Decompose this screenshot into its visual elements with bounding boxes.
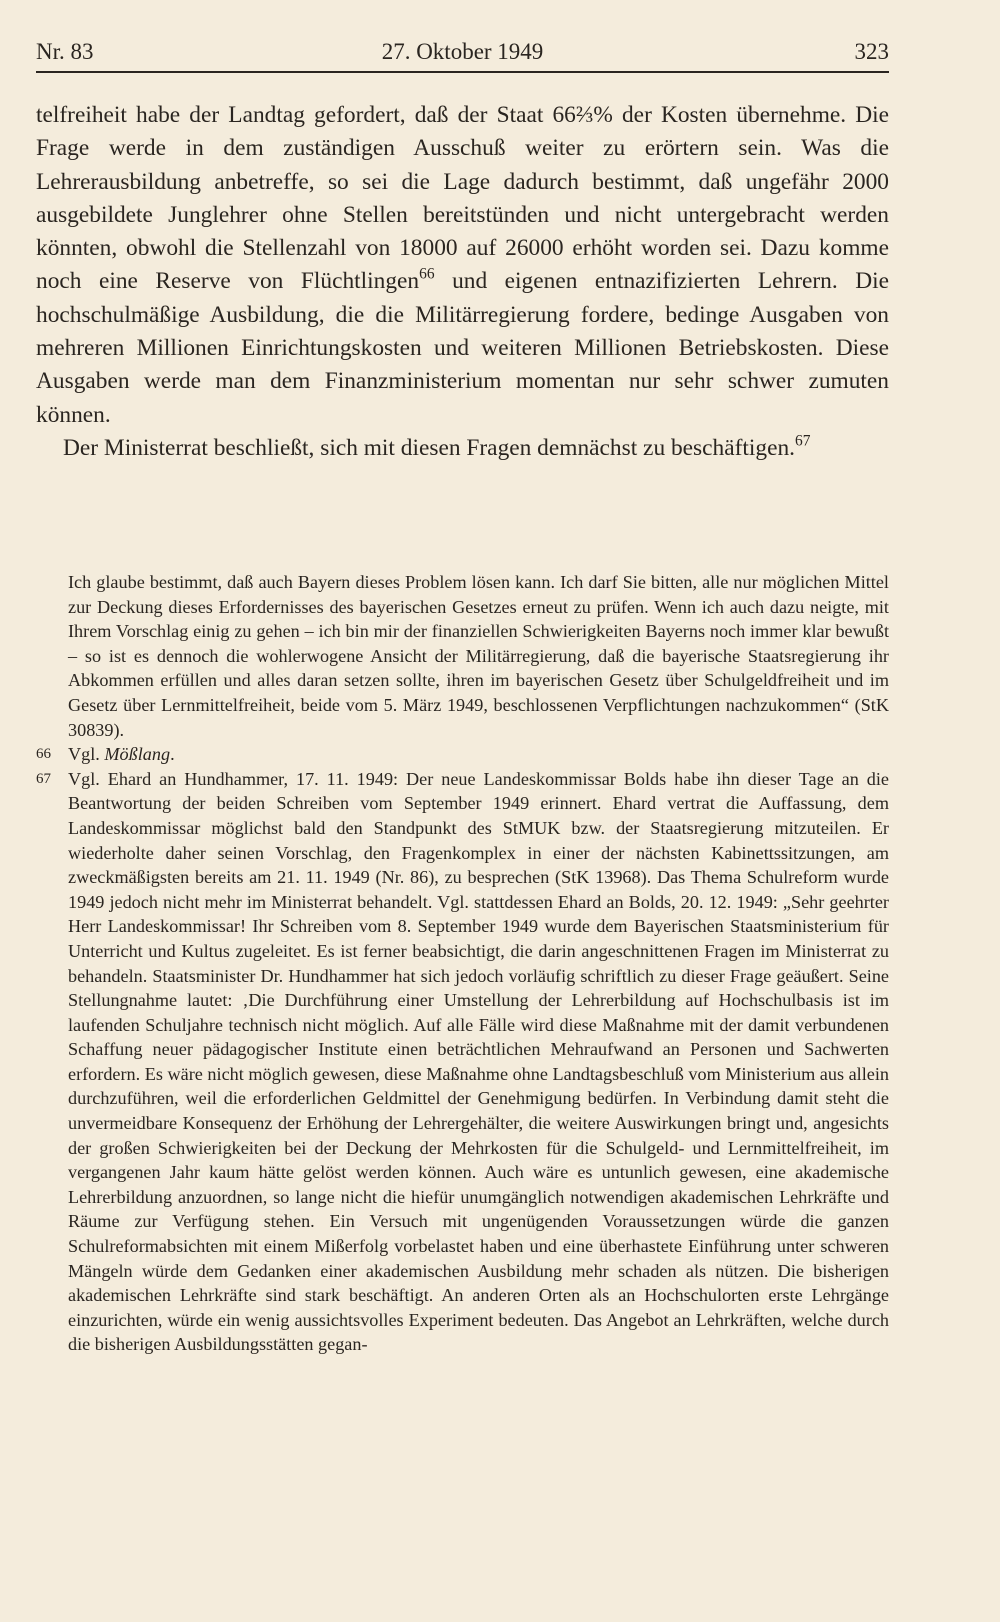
footnote-ref-66: 66	[419, 265, 435, 283]
footnote-author-italic: Mößlang	[104, 744, 171, 765]
body-paragraph-text: telfreiheit habe der Landtag gefordert, daß der Staat 66⅔% der Kosten übernehme. Die Frage werde in dem zuständigen Ausschuß weiter zu erörtern sein. Was die Lehrerausbildung anbetreffe, so sei die Lage dadurch bestimmt, daß ungefähr 2000 ausgebildete Junglehrer ohne Stellen bereitstünden und nicht untergebracht werden könnten, obwohl die Stellenzahl von 18000 auf 26000 erhöht worden sei. Dazu komme noch eine Reserve von Flüchtlingen	[36, 102, 889, 295]
footnote-number: 67	[36, 770, 51, 787]
footnote-continuation	[36, 570, 889, 742]
page-number: 323	[854, 39, 889, 64]
header-rule	[36, 71, 889, 73]
footnote-continuation-text: Ich glaube bestimmt, daß auch Bayern dieses Problem lösen kann. Ich darf Sie bitten, alle nur möglichen Mittel zur Deckung dieses Erfordernisses des bayerischen Gesetzes erneut zu prüfen. Wenn ich auch dazu neigte, mit Ihrem Vorschlag einig zu gehen – ich bin mir der finanziellen Schwierigkeiten Bayerns noch immer klar bewußt – so ist es dennoch die wohlerwogene Ansicht der Militärregierung, daß die bayerische Staatsregierung ihr Abkommen erfüllen und alles daran setzen sollte, ihren im bayerischen Gesetz über Schulgeldfreiheit und im Gesetz über Lernmittelfreiheit, beide vom 5. März 1949, beschlossenen Verpflichtungen nachzukommen“ (StK 30839).	[68, 572, 889, 740]
footnote-67	[36, 767, 889, 1357]
footnote-text-end: .	[170, 744, 175, 765]
body-paragraph	[36, 99, 889, 432]
document-number: Nr. 83	[36, 39, 94, 64]
body-paragraph-decision	[36, 432, 889, 465]
footnote-text: Vgl.	[68, 744, 105, 765]
footnote-ref-67: 67	[795, 432, 811, 450]
document-date: 27. Oktober 1949	[381, 39, 544, 64]
running-header	[36, 38, 889, 74]
footnotes	[36, 570, 889, 1357]
footnote-66	[36, 742, 889, 767]
body-paragraph-text-cont: und eigenen entnazifizierten Lehrern. Die hochschulmäßige Ausbildung, die die Militärregierung fordere, bedinge Ausgaben von mehreren Millionen Einrichtungskosten und weiteren Millionen Betriebskosten. Diese Ausgaben werde man dem Finanzministerium momentan nur sehr schwer zumuten können.	[36, 268, 889, 428]
footnote-number: 66	[36, 746, 51, 763]
footnote-text: Vgl. Ehard an Hundhammer, 17. 11. 1949: Der neue Landeskommissar Bolds habe ihn dieser Tage an die Beantwortung der beiden Schreiben vom September 1949 erinnert. Ehard vertrat die Auffassung, dem Landeskommissar möglichst bald den Standpunkt des StMUK bzw. der Staatsregierung mitzuteilen. Er wiederholte daher seinen Vorschlag, den Fragenkomplex in einer der nächsten Kabinettssitzungen, am zweckmäßigsten bereits am 21. 11. 1949 (Nr. 86), zu besprechen (StK 13968). Das Thema Schulreform wurde 1949 jedoch nicht mehr im Ministerrat behandelt. Vgl. stattdessen Ehard an Bolds, 20. 12. 1949: „Sehr geehrter Herr Landeskommissar! Ihr Schreiben vom 8. September 1949 wurde dem Bayerischen Staatsministerium für Unterricht und Kultus zugeleitet. Es ist ferner beabsichtigt, die darin angeschnittenen Fragen im Ministerrat zu behandeln. Staatsminister Dr. Hundhammer hat sich jedoch vorläufig schriftlich zu dieser Frage geäußert. Seine Stellungnahme lautet: ‚Die Durchführung einer Umstellung der Lehrerbildung auf Hochschulbasis ist im laufenden Schuljahre technisch nicht möglich. Auf alle Fälle wird diese Maßnahme mit der damit verbundenen Schaffung neuer pädagogischer Institute einen beträchtlichen Mehraufwand an Personen und Sachwerten erfordern. Es wäre nicht möglich gewesen, diese Maßnahme ohne Landtagsbeschluß vom Ministerium aus allein durchzuführen, weil die erforderlichen Geldmittel der Genehmigung bedürfen. In Verbindung damit steht die unvermeidbare Konsequenz der Erhöhung der Lehrergehälter, die weitere Auswirkungen bringt und, angesichts der großen Schwierigkeiten bei der Deckung der Mehrkosten für die Schulgeld- und Lernmittelfreiheit, im vergangenen Jahr kaum hätte gelöst werden können. Auch wäre es untunlich gewesen, eine akademische Lehrerbildung anzuordnen, so lange nicht die hiefür unumgänglich notwendigen akademischen Lehrkräfte und Räume zur Verfügung stehen. Ein Versuch mit ungenügenden Voraussetzungen würde die ganzen Schulreformabsichten mit einem Mißerfolg vorbelastet haben und eine überhastete Einführung unter schweren Mängeln würde dem Gedanken einer akademischen Ausbildung mehr schaden als nützen. Die bisherigen akademischen Lehrkräfte sind stark beschäftigt. An anderen Orten als an Hochschulorten erste Lehrgänge einzurichten, würde ein wenig aussichtsvolles Experiment bedeuten. Das Angebot an Lehrkräften, welche durch die bisherigen Ausbildungsstätten gegan-	[68, 768, 889, 1355]
main-text	[36, 99, 889, 465]
decision-text: Der Ministerrat beschließt, sich mit diesen Fragen demnächst zu beschäftigen.	[63, 434, 796, 461]
